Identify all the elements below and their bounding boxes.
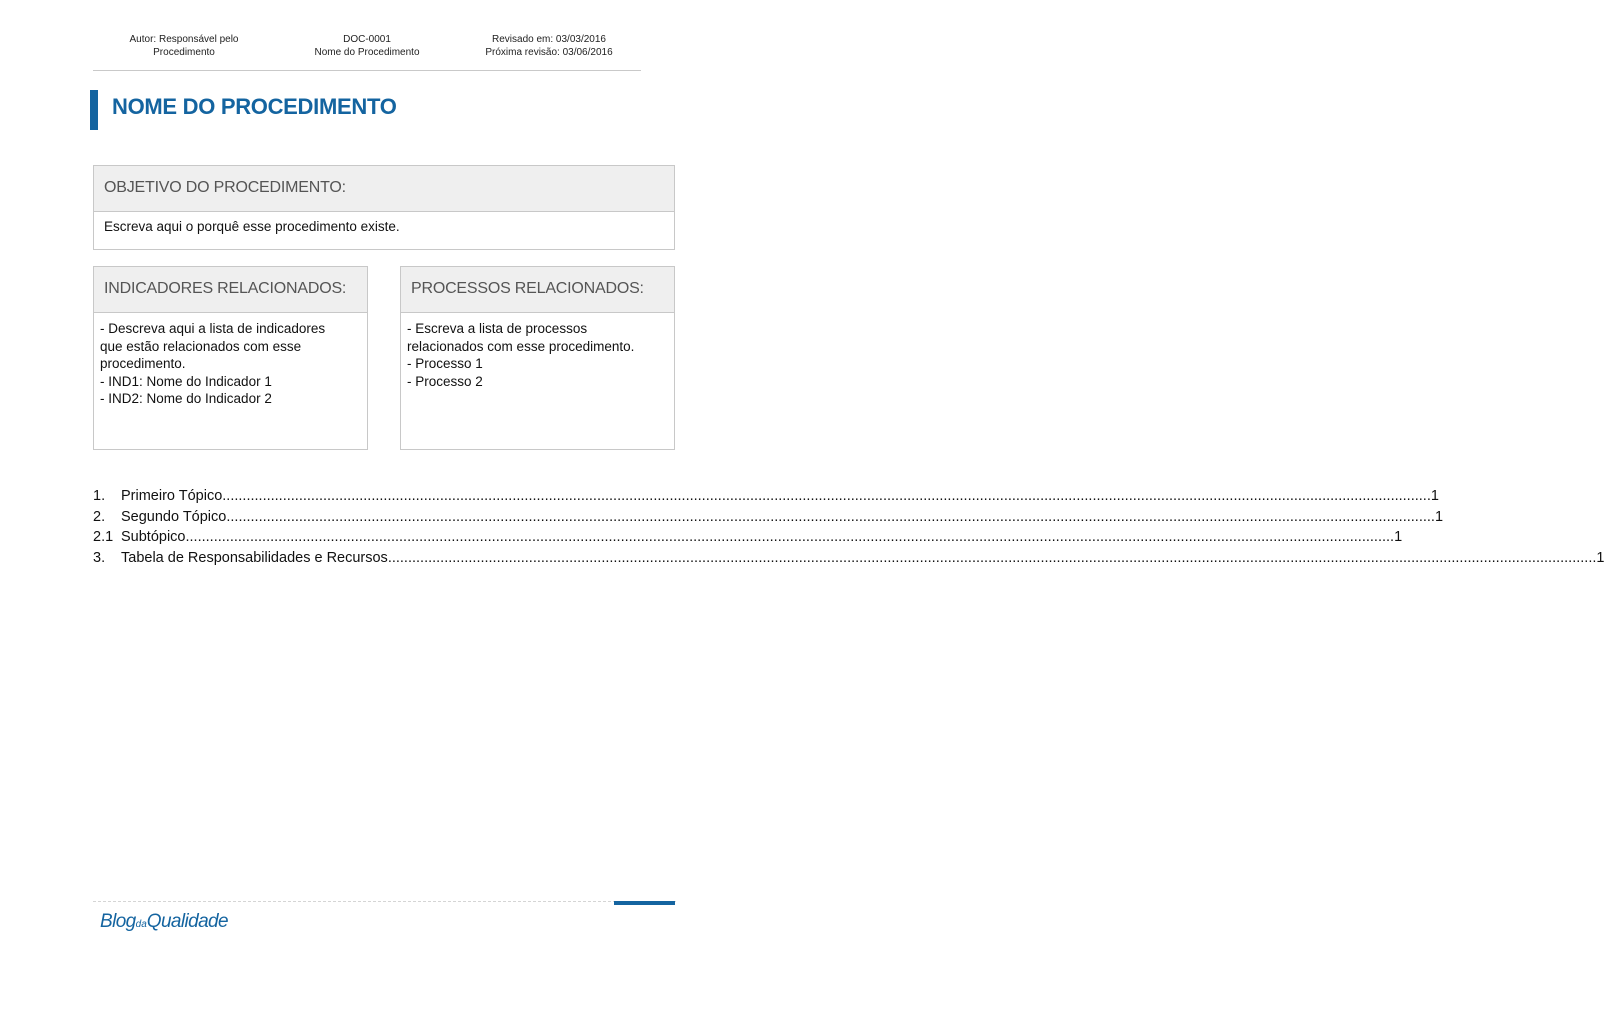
- toc-leader: ............................................................................................................................................................................................................................................................................................................: [387, 550, 1597, 567]
- processos-box: [400, 266, 675, 450]
- toc-entry[interactable]: [93, 488, 1439, 509]
- toc-number: 1.: [93, 488, 106, 504]
- objetivo-heading: OBJETIVO DO PROCEDIMENTO:: [94, 166, 674, 212]
- processos-line: - Processo 1: [407, 356, 483, 371]
- footer-divider: [93, 901, 676, 902]
- toc-page: 1: [1596, 550, 1604, 567]
- toc-entry[interactable]: [93, 550, 1604, 571]
- header-author-line2: Procedimento: [153, 47, 215, 58]
- header-doc: [292, 33, 442, 59]
- header-revision: [464, 33, 634, 59]
- header-divider: [93, 70, 641, 71]
- toc-page: 1: [1394, 529, 1403, 546]
- toc-number: 3.: [93, 550, 106, 567]
- logo-da-text: da: [135, 919, 147, 930]
- toc-page: 1: [1430, 488, 1439, 504]
- toc-label: Segundo Tópico: [121, 508, 227, 525]
- indicadores-box: [93, 266, 368, 450]
- indicadores-line: - IND1: Nome do Indicador 1: [100, 373, 272, 389]
- toc-entry[interactable]: [93, 529, 1403, 550]
- toc-page: 1: [1434, 508, 1444, 525]
- toc-number: 2.: [93, 508, 106, 525]
- objetivo-box: [93, 165, 675, 250]
- header-author: [94, 33, 274, 59]
- title-accent-bar: [90, 90, 98, 130]
- toc-label: Primeiro Tópico: [121, 488, 223, 504]
- header-revised: Revisado em: 03/03/2016: [492, 34, 606, 45]
- header-doc-name: Nome do Procedimento: [314, 47, 420, 58]
- toc-leader: ............................................................................................................................................................................................................................................................................................................: [185, 529, 1395, 546]
- processos-heading: PROCESSOS RELACIONADOS:: [401, 267, 674, 313]
- header-author-line1: Autor: Responsável pelo: [129, 34, 239, 45]
- objetivo-text: Escreva aqui o porquê esse procedimento existe.: [104, 219, 400, 234]
- indicadores-line: - Descreva aqui a lista de indicadores: [100, 321, 326, 336]
- indicadores-line: que estão relacionados com esse: [100, 338, 302, 354]
- toc-number: 2.1: [93, 529, 114, 546]
- processos-body: [401, 313, 674, 390]
- indicadores-line: - IND2: Nome do Indicador 2: [100, 391, 272, 406]
- toc-label: Subtópico: [121, 529, 186, 546]
- page-title: NOME DO PROCEDIMENTO: [112, 94, 397, 119]
- processos-line: relacionados com esse procedimento.: [407, 338, 635, 354]
- toc-leader: ............................................................................................................................................................................................................................................................................................................: [222, 488, 1431, 504]
- toc-entry[interactable]: [93, 508, 1444, 530]
- toc-leader: ............................................................................................................................................................................................................................................................................................................: [226, 508, 1435, 525]
- logo-qualidade-text: Qualidade: [146, 911, 228, 932]
- processos-line: - Processo 2: [407, 373, 483, 389]
- indicadores-heading: INDICADORES RELACIONADOS:: [94, 267, 367, 313]
- table-of-contents: [93, 488, 1604, 571]
- header-next-revision: Próxima revisão: 03/06/2016: [485, 47, 613, 58]
- indicadores-line: procedimento.: [100, 356, 186, 371]
- toc-label: Tabela de Responsabilidades e Recursos: [121, 550, 388, 567]
- indicadores-body: [94, 313, 367, 408]
- processos-line: - Escreva a lista de processos: [407, 321, 588, 336]
- logo-blog-text: Blog: [100, 911, 136, 932]
- blog-da-qualidade-logo: [100, 911, 228, 933]
- footer-accent-bar: [614, 901, 675, 905]
- header-doc-code: DOC-0001: [343, 34, 391, 45]
